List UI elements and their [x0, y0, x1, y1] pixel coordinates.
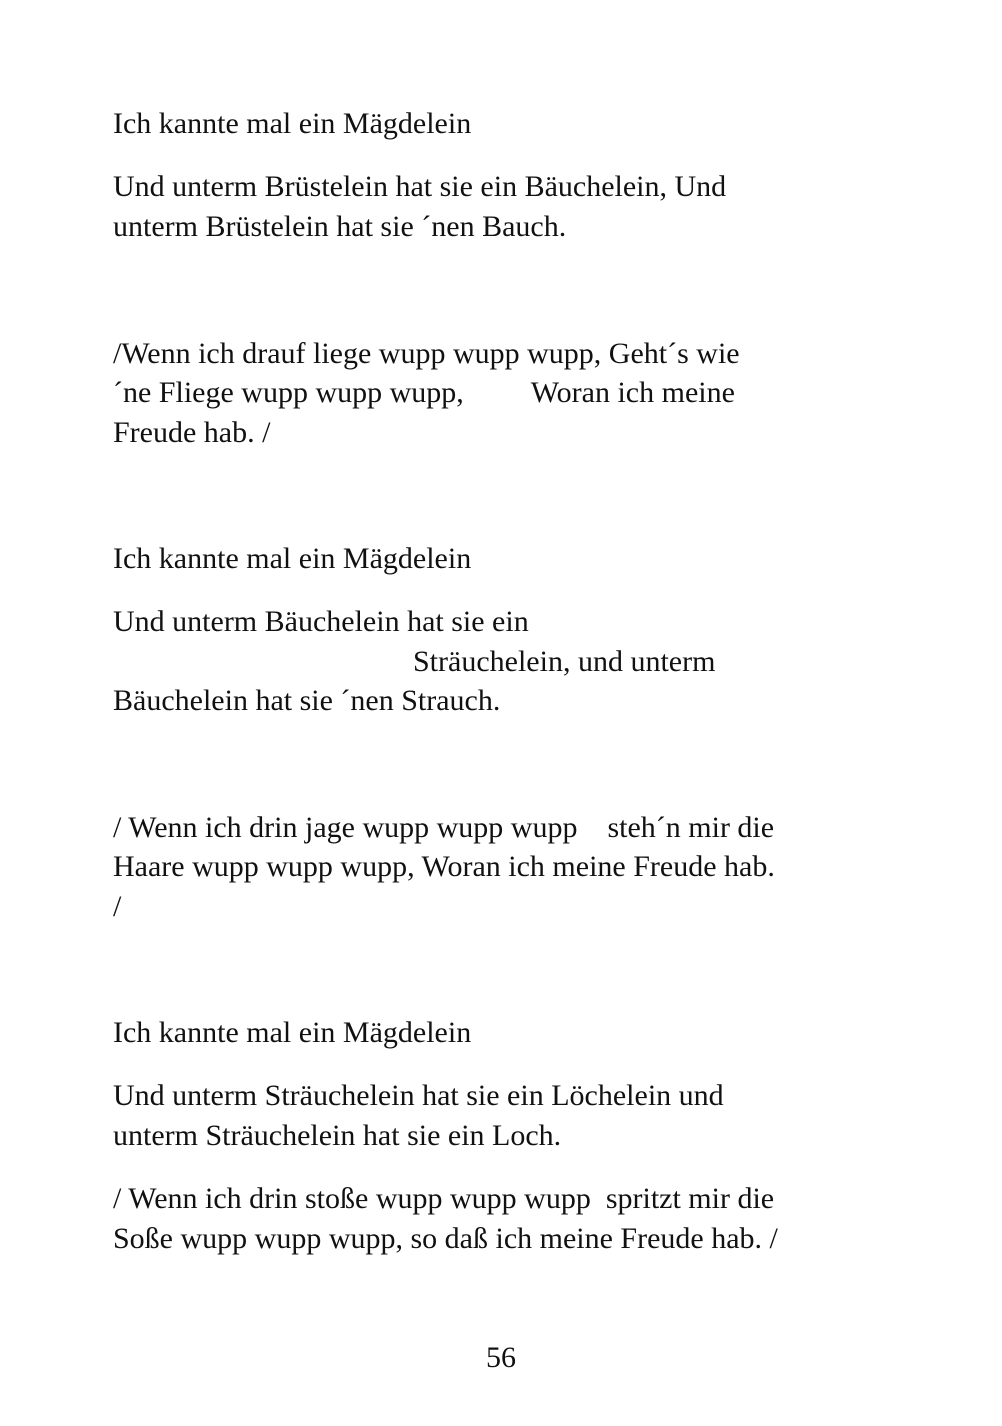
stanza-1-refrain-line-3: Freude hab. / [113, 416, 271, 449]
stanza-3-refrain-line-2: Soße wupp wupp wupp, so daß ich meine Freude hab. / [113, 1222, 778, 1255]
stanza-1-verse-line-2: unterm Brüstelein hat sie ´nen Bauch. [113, 210, 567, 243]
stanza-3-verse-line-1: Und unterm Sträuchelein hat sie ein Löchelein und [113, 1079, 724, 1112]
stanza-1-title: Ich kannte mal ein Mägdelein [113, 107, 472, 140]
stanza-2-verse-line-2: Sträuchelein, und unterm [113, 645, 716, 678]
stanza-1-verse-line-1: Und unterm Brüstelein hat sie ein Bäuchelein, Und [113, 170, 727, 203]
page-number: 56 [486, 1341, 516, 1374]
stanza-1-refrain-line-2: ´ne Fliege wupp wupp wupp, Woran ich meine [113, 376, 735, 409]
stanza-2-verse-line-3: Bäuchelein hat sie ´nen Strauch. [113, 684, 501, 717]
stanza-3-title: Ich kannte mal ein Mägdelein [113, 1016, 472, 1049]
stanza-2-refrain-line-2: Haare wupp wupp wupp, Woran ich meine Freude hab. [113, 850, 775, 883]
stanza-1-refrain-line-1: /Wenn ich drauf liege wupp wupp wupp, Geht´s wie [113, 337, 740, 370]
stanza-2-refrain-line-3: / [113, 890, 122, 923]
stanza-3-verse-line-2: unterm Sträuchelein hat sie ein Loch. [113, 1119, 562, 1152]
stanza-3-refrain-line-1: / Wenn ich drin stoße wupp wupp wupp spritzt mir die [113, 1182, 775, 1215]
stanza-2-verse-line-1: Und unterm Bäuchelein hat sie ein [113, 605, 529, 638]
stanza-2-title: Ich kannte mal ein Mägdelein [113, 542, 472, 575]
stanza-2-refrain-line-1: / Wenn ich drin jage wupp wupp wupp steh´n mir die [113, 811, 775, 844]
